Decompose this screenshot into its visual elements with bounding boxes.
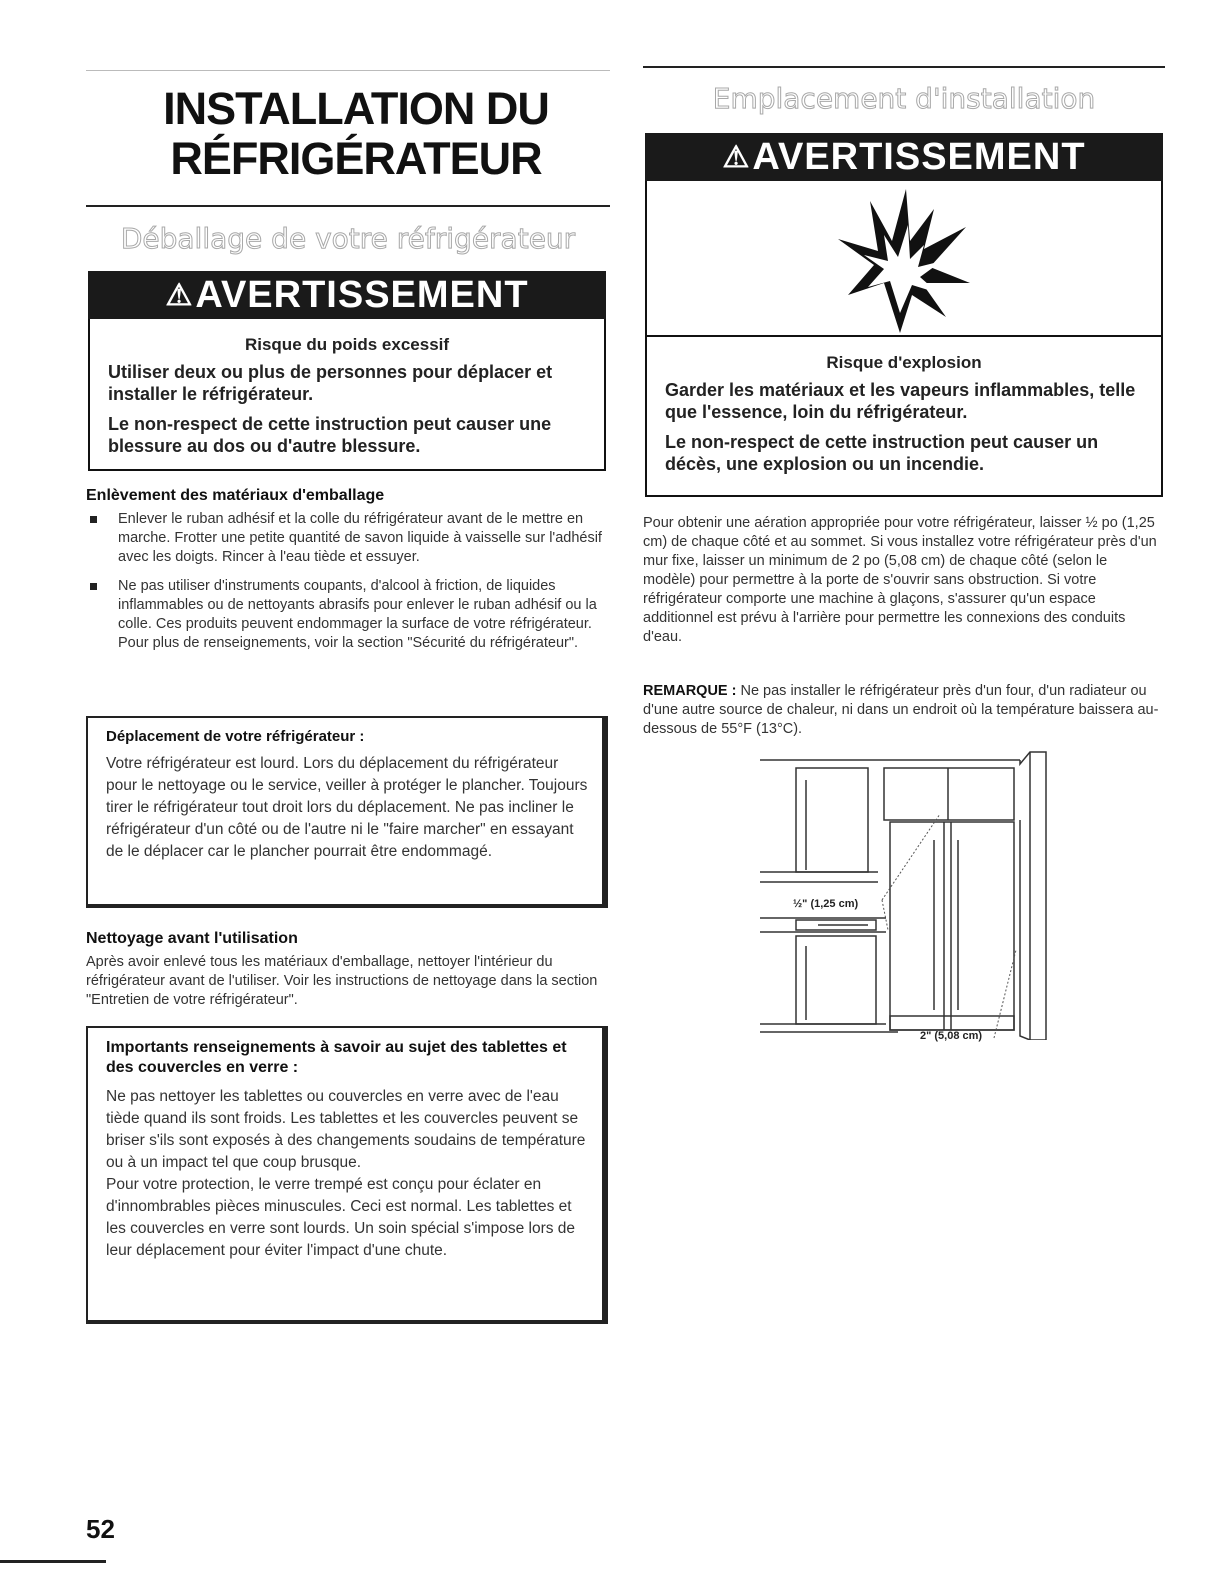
list-item: Ne pas utiliser d'instruments coupants, d'alcool à friction, de liquides inflammables ou de nettoyants abrasifs pour enlever le ruban adhésif ou la colle. Ces produits peuvent endommager la surface de votre réfrigérateur. Pour plus de renseignements, voir la section "Sécurité du réfrigérateur". [86, 577, 606, 653]
warning-title: Risque du poids excessif [244, 335, 450, 354]
ventilation-text: Pour obtenir une aération appropriée pour votre réfrigérateur, laisser ½ po (1,25 cm) de chaque côté et au sommet. Si vous installez votre réfrigérateur près d'un mur fixe, laisser un minimum de 2 po (5,08 cm) de chaque côté (selon le modèle) pour permettre à la porte de s'ouvrir sans obstruction. Si votre réfrigérateur comporte une machine à glaçons, s'assurer qu'un espace additionnel est prévu à l'arrière pour permettre les connexions des conduits d'eau. [643, 515, 1157, 645]
list-item: Enlever le ruban adhésif et la colle du réfrigérateur avant de le mettre en marche. Frotter une petite quantité de savon liquide à vaisselle sur l'adhésif avec les doigts. Rincer à l'eau tiède et essuyer. [86, 510, 606, 567]
remark-body: Ne pas installer le réfrigérateur près d'un four, d'un radiateur ou d'une autre source de chaleur, ni dans un endroit où la température baissera au-dessous de 55°F (13°C). [643, 683, 1159, 737]
page-title-line1: INSTALLATION DU [163, 83, 549, 134]
remark-label: REMARQUE : [643, 683, 737, 699]
clearance-label-two-inch: 2" (5,08 cm) [920, 1030, 983, 1042]
top-rule-right [643, 66, 1165, 68]
glass-note-box [86, 1026, 608, 1324]
top-rule-left [86, 70, 610, 71]
section-heading-unpacking: Déballage de votre réfrigérateur [120, 222, 576, 255]
note-title: Déplacement de votre réfrigérateur : [106, 728, 365, 745]
warning-instruction: Garder les matériaux et les vapeurs inflammables, telle que l'essence, loin du réfrigérateur. [665, 380, 1136, 422]
warning-triangle-icon: ⚠ [722, 141, 751, 174]
note-text: Votre réfrigérateur est lourd. Lors du déplacement du réfrigérateur pour le nettoyage ou le service, veiller à protéger le plancher. Toujours tirer le réfrigérateur tout droit lors du déplacement. Ne pas incliner le réfrigérateur d'un côté ou de l'autre ni le "faire marcher" en essayant de le déplacer car le plancher pourrait être endommagé. [106, 755, 588, 860]
cleaning-text: Après avoir enlevé tous les matériaux d'emballage, nettoyer l'intérieur du réfrigérateur avant de l'utiliser. Voir les instructions de nettoyage dans la section "Entretien de votre réfrigérateur". [86, 954, 598, 1008]
warning-box-weight [88, 271, 606, 471]
warning-title: Risque d'explosion [826, 353, 982, 372]
warning-banner [88, 271, 606, 319]
clearance-label-half-inch: ½" (1,25 cm) [793, 898, 859, 910]
warning-banner [645, 133, 1163, 181]
page-title [86, 84, 626, 184]
explosion-icon-panel [645, 181, 1163, 337]
warning-triangle-icon: ⚠ [165, 279, 194, 312]
page-title-line2: RÉFRIGÉRATEUR [170, 133, 542, 184]
packing-bullet-list [86, 510, 606, 663]
section-heading-location: Emplacement d'installation [712, 82, 1096, 115]
note-text: Pour votre protection, le verre trempé est conçu pour éclater en d'innombrables pièces minuscules. Ceci est normal. Les tablettes et les couvercles en verre sont lourds. Un soin spécial s'impose lors de leur déplacement pour éviter l'impact d'une chute. [106, 1176, 576, 1259]
packing-heading: Enlèvement des matériaux d'emballage [86, 487, 385, 504]
cleaning-heading: Nettoyage avant l'utilisation [86, 930, 298, 947]
footer-rule [0, 1560, 106, 1563]
note-title: Importants renseignements à savoir au sujet des tablettes et des couvercles en verre : [106, 1039, 567, 1076]
warning-label: AVERTISSEMENT [752, 136, 1086, 178]
warning-label: AVERTISSEMENT [195, 274, 529, 316]
divider-left [86, 205, 610, 207]
note-text: Ne pas nettoyer les tablettes ou couvercles en verre avec de l'eau tiède quand ils sont froids. Les tablettes et les couvercles peuvent se briser s'ils sont exposés à des changements soudains de température ou à un impact tel que coup brusque. [106, 1088, 586, 1171]
remark-text [643, 682, 1163, 739]
warning-instruction: Utiliser deux ou plus de personnes pour déplacer et installer le réfrigérateur. [108, 362, 553, 404]
warning-box-explosion [645, 133, 1163, 497]
warning-consequence: Le non-respect de cette instruction peut causer une blessure au dos ou d'autre blessure. [108, 414, 552, 456]
warning-consequence: Le non-respect de cette instruction peut causer un décès, une explosion ou un incendie. [665, 432, 1099, 474]
explosion-icon [820, 183, 980, 333]
moving-note-box [86, 716, 608, 908]
installation-clearance-diagram [758, 750, 1058, 1040]
page-number: 52 [86, 1514, 115, 1544]
